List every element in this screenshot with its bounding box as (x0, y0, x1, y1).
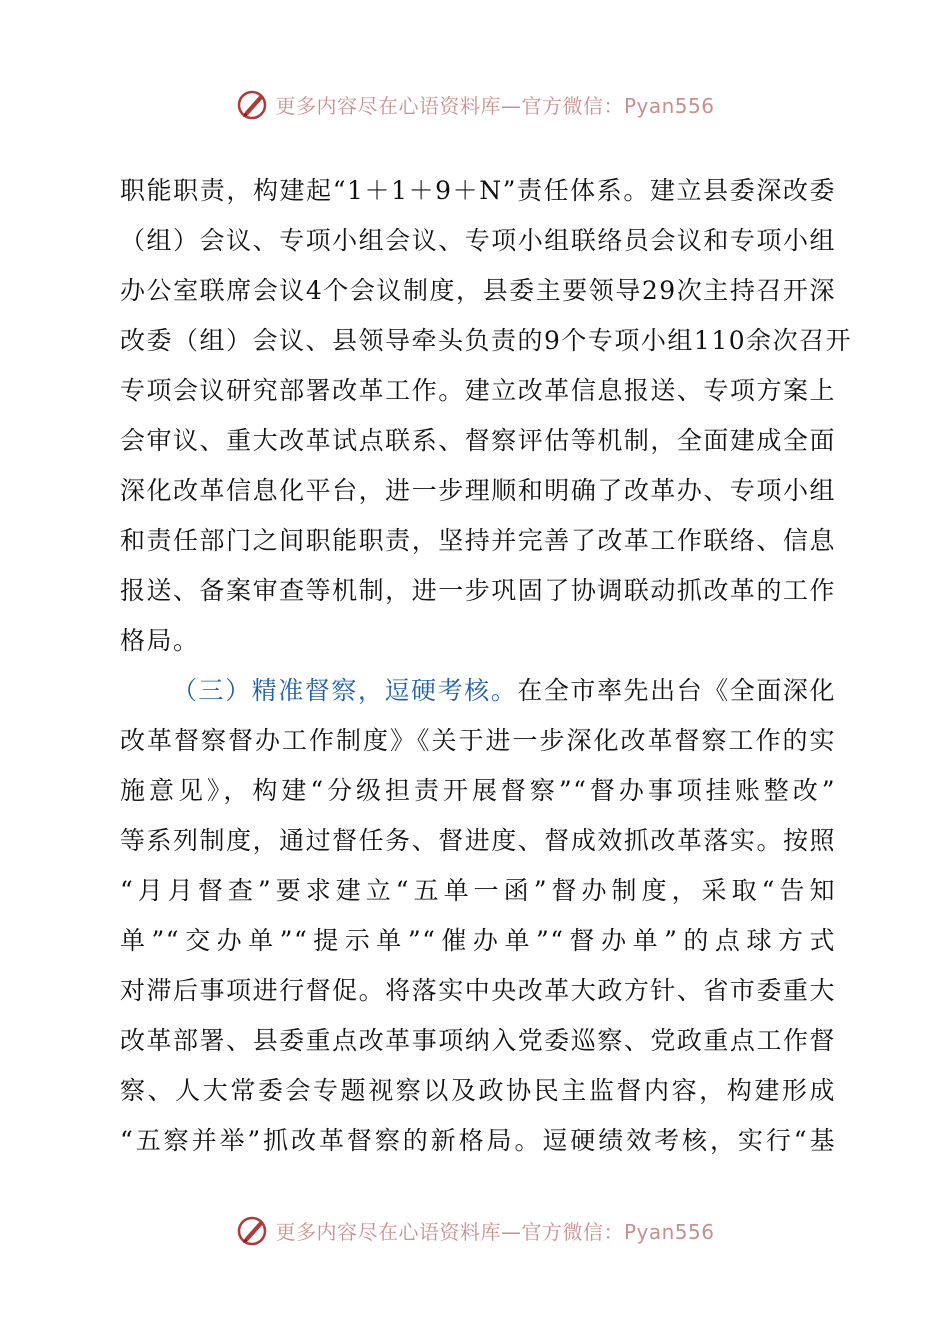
text-line: “月月督查”要求建立“五单一函”督办制度，采取“告知 (120, 876, 836, 905)
text-line: 职能职责，构建起“1＋1＋9＋N”责任体系。建立县委深改委 (120, 176, 836, 205)
text-line: 格局。 (120, 626, 200, 655)
text-line: （组）会议、专项小组会议、专项小组联络员会议和专项小组 (120, 226, 836, 255)
text-line: 对滞后事项进行督促。将落实中央改革大政方针、省市委重大 (120, 976, 836, 1005)
text-line: “五察并举”抓改革督察的新格局。逗硬绩效考核，实行“基 (120, 1126, 836, 1155)
pen-seal-icon (235, 1212, 271, 1248)
footer-banner (0, 1210, 950, 1250)
text-line: 深化改革信息化平台，进一步理顺和明确了改革办、专项小组 (120, 476, 836, 505)
banner-text: 更多内容尽在心语资料库—官方微信：Pyan556 (275, 1219, 715, 1244)
text-line: 报送、备案审查等机制，进一步巩固了协调联动抓改革的工作 (120, 576, 836, 605)
section-text: 在全市率先出台《全面深化 (517, 676, 836, 705)
banner-text: 更多内容尽在心语资料库—官方微信：Pyan556 (275, 93, 715, 118)
text-line: 和责任部门之间职能职责，坚持并完善了改革工作联络、信息 (120, 526, 836, 555)
text-line: 专项会议研究部署改革工作。建立改革信息报送、专项方案上 (120, 376, 836, 405)
text-line: 改革督察督办工作制度》《关于进一步深化改革督察工作的实 (120, 726, 836, 755)
header-banner (0, 84, 950, 124)
text-line: 施意见》，构建“分级担责开展督察”“督办事项挂账整改” (120, 776, 836, 805)
pen-seal-icon (235, 86, 271, 122)
section-heading: （三）精准督察，逗硬考核。 (172, 676, 518, 705)
text-line: 办公室联席会议4个会议制度，县委主要领导29次主持召开深 (120, 276, 836, 305)
text-line: 改革部署、县委重点改革事项纳入党委巡察、党政重点工作督 (120, 1026, 836, 1055)
text-line: 会审议、重大改革试点联系、督察评估等机制，全面建成全面 (120, 426, 836, 455)
text-line: 察、人大常委会专题视察以及政协民主监督内容，构建形成 (120, 1076, 836, 1105)
document-body (120, 166, 853, 1166)
text-line: 等系列制度，通过督任务、督进度、督成效抓改革落实。按照 (120, 826, 836, 855)
text-line: 单”“交办单”“提示单”“催办单”“督办单”的点球方式 (120, 926, 836, 955)
text-line: 改委（组）会议、县领导牵头负责的9个专项小组110余次召开 (120, 326, 853, 355)
section-first-line (120, 666, 836, 716)
